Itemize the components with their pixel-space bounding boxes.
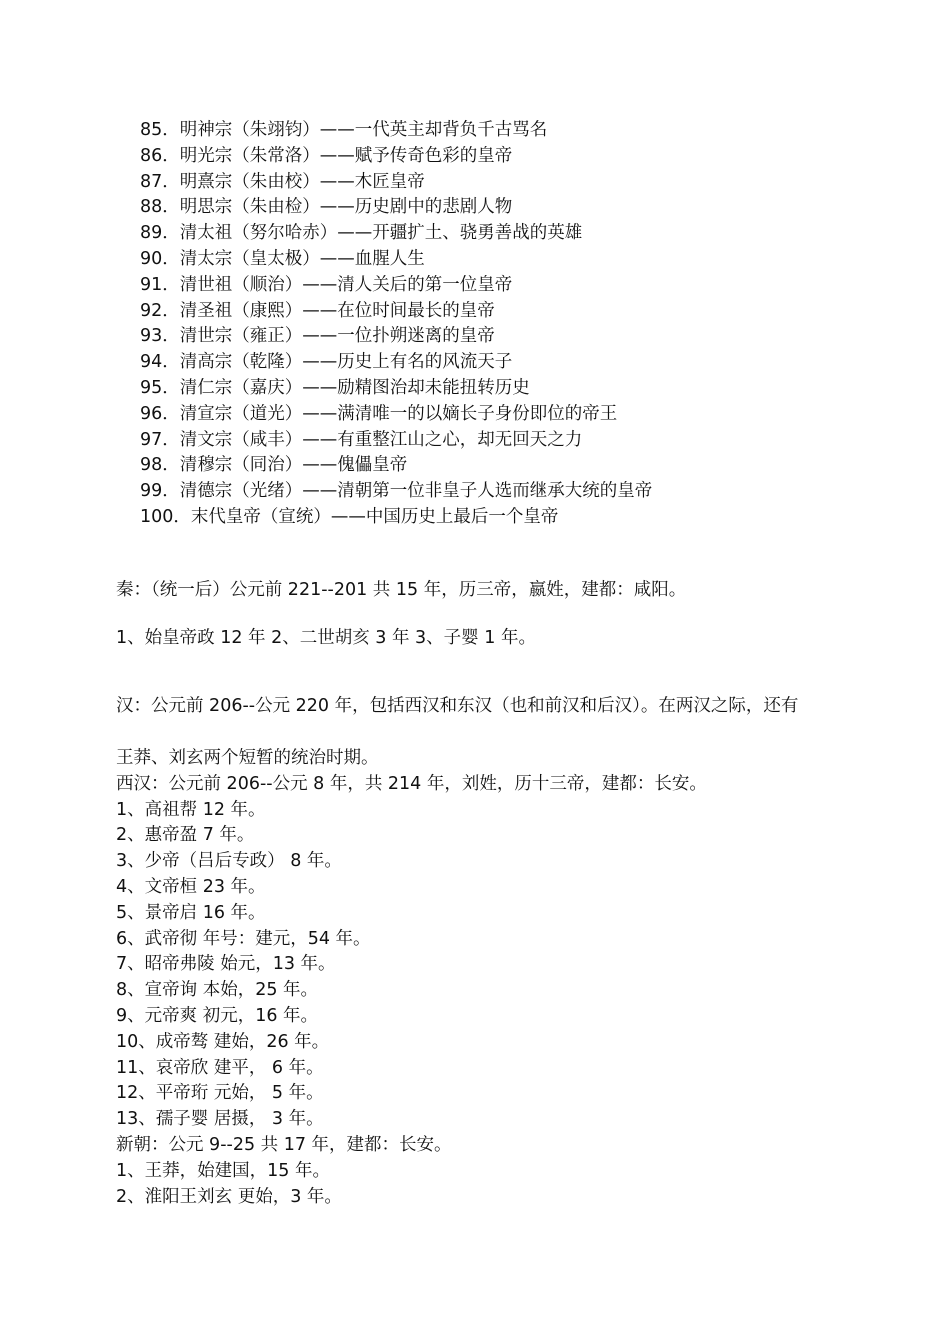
list-item: 89．清太祖（努尔哈赤）——开疆扩土、骁勇善战的英雄 — [140, 223, 583, 244]
text-line: 新朝：公元 9--25 共 17 年，建都：长安。 — [116, 1134, 452, 1155]
list-item: 90．清太宗（皇太极）——血腥人生 — [140, 248, 425, 269]
han-heading: 汉：公元前 206--公元 220 年，包括西汉和东汉（也和前汉和后汉）。在两汉之际，还有 — [116, 696, 799, 716]
list-item: 86．明光宗（朱常洛）——赋予传奇色彩的皇帝 — [140, 145, 513, 166]
text-line: 7、昭帝弗陵 始元，13 年。 — [116, 954, 336, 975]
text-line: 3、少帝（吕后专政） 8 年。 — [116, 851, 342, 872]
text-line: 1、高祖帮 12 年。 — [116, 799, 266, 820]
list-item: 96．清宣宗（道光）——满清唯一的以嫡长子身份即位的帝王 — [140, 403, 618, 424]
list-item: 92．清圣祖（康熙）——在位时间最长的皇帝 — [140, 300, 495, 321]
list-item: 94．清高宗（乾隆）——历史上有名的风流天子 — [140, 352, 513, 373]
text-line: 10、成帝骜 建始，26 年。 — [116, 1031, 330, 1052]
qin-heading: 秦：（统一后）公元前 221--201 共 15 年，历三帝，嬴姓，建都：咸阳。 — [116, 580, 687, 600]
text-line: 2、惠帝盈 7 年。 — [116, 825, 255, 846]
list-item: 100．末代皇帝（宣统）——中国历史上最后一个皇帝 — [140, 506, 559, 527]
emperor-list — [140, 118, 652, 531]
text-line: 4、文帝桓 23 年。 — [116, 876, 266, 897]
text-line: 王莽、刘玄两个短暂的统治时期。 — [116, 748, 379, 768]
text-line: 2、淮阳王刘玄 更始，3 年。 — [116, 1186, 342, 1207]
text-line: 8、宣帝询 本始，25 年。 — [116, 980, 319, 1001]
text-line: 11、哀帝欣 建平， 6 年。 — [116, 1057, 324, 1078]
list-item: 99．清德宗（光绪）——清朝第一位非皇子人选而继承大统的皇帝 — [140, 481, 653, 502]
text-line: 13、孺子婴 居摄， 3 年。 — [116, 1109, 324, 1130]
list-item: 88．明思宗（朱由检）——历史剧中的悲剧人物 — [140, 197, 513, 218]
list-item: 85．明神宗（朱翊钧）——一代英主却背负千古骂名 — [140, 120, 548, 140]
text-line: 9、元帝爽 初元，16 年。 — [116, 1005, 319, 1026]
list-item: 93．清世宗（雍正）——一位扑朔迷离的皇帝 — [140, 326, 495, 347]
list-item: 98．清穆宗（同治）——傀儡皇帝 — [140, 455, 408, 476]
han-lines — [116, 746, 856, 1210]
list-item: 97．清文宗（咸丰）——有重整江山之心，却无回天之力 — [140, 429, 583, 450]
text-line: 6、武帝彻 年号：建元，54 年。 — [116, 928, 371, 949]
text-line: 西汉：公元前 206--公元 8 年，共 214 年，刘姓，历十三帝，建都：长安。 — [116, 773, 707, 794]
text-line: 1、王莽，始建国，15 年。 — [116, 1160, 330, 1181]
list-item: 87．明熹宗（朱由校）——木匠皇帝 — [140, 171, 425, 192]
text-line: 5、景帝启 16 年。 — [116, 902, 266, 923]
qin-rulers: 1、始皇帝政 12 年 2、二世胡亥 3 年 3、子婴 1 年。 — [116, 628, 536, 648]
list-item: 95．清仁宗（嘉庆）——励精图治却未能扭转历史 — [140, 377, 530, 398]
text-line: 12、平帝珩 元始， 5 年。 — [116, 1083, 324, 1104]
list-item: 91．清世祖（顺治）——清人关后的第一位皇帝 — [140, 274, 513, 295]
